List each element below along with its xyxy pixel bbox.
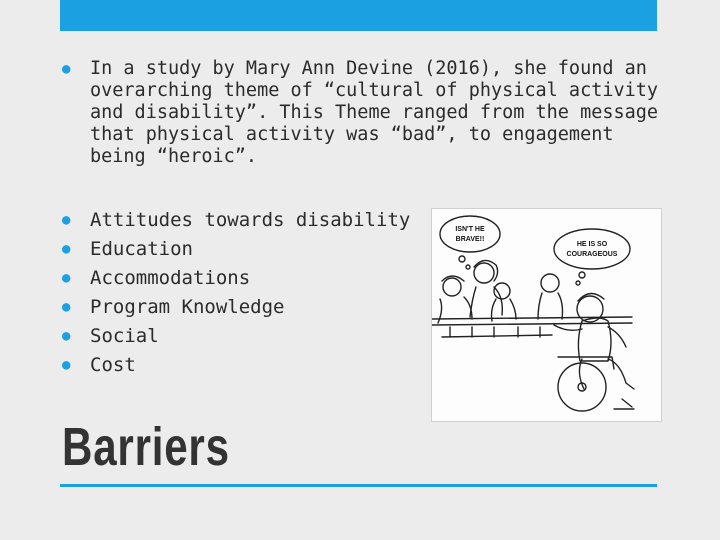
bullet-icon: ● xyxy=(62,357,71,373)
bullet-icon: ● xyxy=(62,270,71,286)
list-item-label: Accommodations xyxy=(90,267,251,289)
bullet-icon: ● xyxy=(62,61,71,77)
bullet-icon: ● xyxy=(62,212,71,228)
speech-bubble-left xyxy=(440,216,500,252)
list-item xyxy=(62,206,410,235)
list-item-label: Social xyxy=(90,325,159,347)
list-item xyxy=(62,293,410,322)
cartoon-drawing xyxy=(432,209,661,421)
list-item xyxy=(62,264,410,293)
bubble-left-line2: BRAVE!! xyxy=(455,236,485,243)
bubble-left-line1: ISN'T HE xyxy=(455,226,485,233)
bullet-icon: ● xyxy=(62,328,71,344)
list-item-label: Education xyxy=(90,238,193,260)
speech-bubble-right xyxy=(554,229,630,269)
bullet-icon: ● xyxy=(62,299,71,315)
list-item xyxy=(62,351,410,380)
intro-text: In a study by Mary Ann Devine (2016), she found an overarching theme of “cultural of physical activity and disability”. This Theme ranged from the message that physical activity was “bad”, to engagement being “heroic”. xyxy=(90,58,659,167)
intro-paragraph xyxy=(62,58,662,168)
list-item xyxy=(62,322,410,351)
top-accent-bar xyxy=(60,0,657,31)
slide-title: Barriers xyxy=(62,417,230,477)
bubble-right-line1: HE IS SO xyxy=(576,241,608,248)
list-item-label: Cost xyxy=(90,354,136,376)
list-item-label: Attitudes towards disability xyxy=(90,209,411,231)
wheelchair-wheel xyxy=(558,363,606,411)
list-item xyxy=(62,235,410,264)
bubble-right-line2: COURAGEOUS xyxy=(566,251,618,258)
cartoon-illustration xyxy=(431,208,662,422)
barriers-list xyxy=(62,206,410,380)
bullet-icon: ● xyxy=(62,241,71,257)
title-underline xyxy=(60,484,657,487)
list-item-label: Program Knowledge xyxy=(90,296,285,318)
